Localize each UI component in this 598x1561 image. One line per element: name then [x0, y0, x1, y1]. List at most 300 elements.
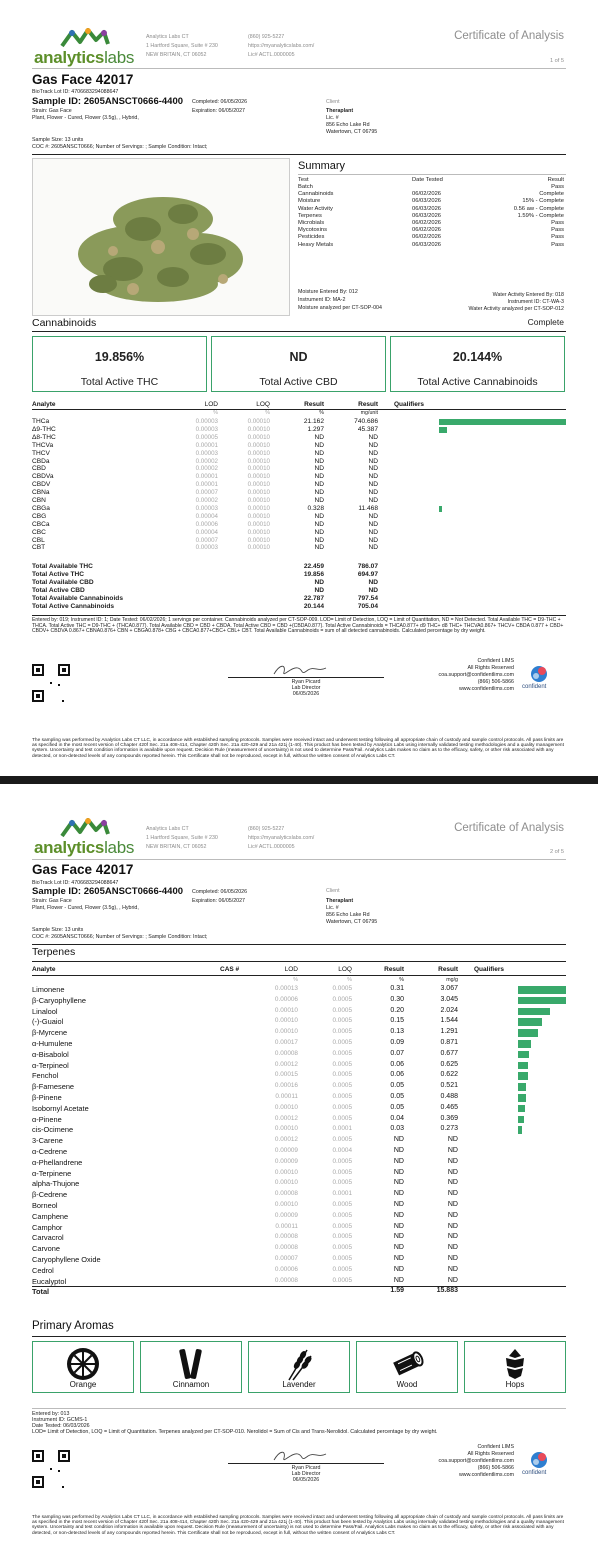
- doc-title: Certificate of Analysis: [454, 30, 564, 42]
- result-mg: 0.488: [440, 1093, 458, 1100]
- lims-phone: (866) 506-5866: [477, 679, 514, 685]
- result-pct: 0.20: [390, 1006, 404, 1014]
- summary-date: 06/02/2026: [412, 220, 442, 226]
- summary-title: Summary: [298, 160, 346, 172]
- lod-value: 0.00015: [274, 1071, 298, 1079]
- loq-value: 0.00010: [247, 497, 270, 504]
- orange-icon: [65, 1346, 101, 1382]
- lod-value: 0.00003: [195, 504, 218, 512]
- total-name: Total Active Cannabinoids: [32, 602, 115, 610]
- signer-title: Lab Director: [291, 685, 321, 691]
- summary-date: 06/03/2026: [412, 198, 442, 205]
- result-mg: ND: [368, 536, 378, 544]
- result-bar: [518, 1094, 526, 1102]
- result-mg: ND: [447, 1179, 458, 1187]
- result-bar: [439, 506, 442, 512]
- signer-name: Ryan Picard: [291, 679, 321, 685]
- signature-icon: [270, 662, 330, 678]
- aroma-orange: [32, 1341, 134, 1393]
- loq-value: 0.0004: [332, 1147, 352, 1154]
- loq-value: 0.0005: [332, 1168, 352, 1176]
- analytics-labs-logo-icon: [60, 818, 110, 838]
- client-name: Theraplant: [326, 898, 354, 904]
- result-mg: ND: [447, 1168, 458, 1176]
- brand-light: labs: [104, 48, 135, 67]
- lab-name: Analytics Labs CT: [146, 826, 189, 832]
- aromas-divider: [32, 1336, 566, 1337]
- loq-value: 0.00010: [247, 504, 270, 512]
- lod-value: 0.00010: [274, 1125, 298, 1133]
- result-pct: 0.04: [390, 1114, 404, 1122]
- terp-method-notes: LOD= Limit of Detection, LOQ = Limit of Quantitation. Terpenes analyzed per CT-SOP-010. Nerolidol = Sum of Cis and Trans-Nerolidol. Calculated percentage by dry weight.: [32, 1429, 438, 1435]
- lod-value: 0.00007: [195, 489, 218, 497]
- biotrack-id: BioTrack Lot ID: 4706683294088647: [32, 880, 119, 886]
- summary-col-date: Date Tested: [412, 177, 443, 183]
- result-pct: ND: [314, 441, 324, 449]
- total-mg: 705.04: [357, 602, 378, 610]
- result-pct: ND: [393, 1222, 404, 1230]
- result-mg: ND: [368, 441, 378, 449]
- result-mg: 0.871: [440, 1039, 458, 1046]
- analyte-name: β-Cedrene: [32, 1190, 68, 1200]
- result-mg: 3.067: [440, 985, 458, 992]
- result-mg: ND: [447, 1233, 458, 1241]
- lod-value: 0.00002: [195, 457, 218, 465]
- summary-test: Heavy Metals: [298, 241, 334, 248]
- result-pct: 0.05: [390, 1082, 404, 1090]
- result-mg: ND: [368, 528, 378, 536]
- aroma-label: Wood: [396, 1380, 418, 1389]
- lod-value: 0.00009: [274, 1157, 298, 1165]
- lod-value: 0.00011: [275, 1093, 298, 1100]
- result-bar: [518, 1126, 522, 1134]
- analyte-name: CBC: [32, 528, 46, 536]
- result-pct: ND: [393, 1255, 404, 1262]
- result-mg: ND: [447, 1190, 458, 1198]
- analytics-labs-logo-icon: [60, 28, 110, 48]
- lab-phone: (860) 925-5227: [248, 34, 285, 40]
- summary-divider: [298, 174, 566, 175]
- lod-value: 0.00010: [274, 1017, 298, 1025]
- analyte-name: THCa: [32, 418, 50, 425]
- completed-date: Completed: 06/05/2026: [192, 99, 248, 105]
- result-mg: 0.521: [440, 1082, 458, 1090]
- summary-date: 06/02/2026: [412, 227, 442, 234]
- loq-value: 0.00010: [247, 441, 270, 449]
- aroma-cinnamon: [140, 1341, 242, 1393]
- moisture-instrument: Instrument ID: MA-2: [298, 297, 346, 303]
- total-pct: 1.59: [390, 1287, 404, 1295]
- lod-value: 0.00001: [195, 481, 218, 489]
- result-pct: 0.328: [307, 504, 324, 512]
- brand-light: labs: [104, 838, 135, 857]
- sample-name: Gas Face 42017: [32, 72, 134, 87]
- client-license: Lic. #: [326, 905, 339, 911]
- unit-result-pct: %: [319, 410, 324, 416]
- cannabinoid-notes: Entered by: 019; Instrument ID: 1; Date Tested: 06/02/2026; 1 servings per container. Cannabinoids analyzed per CT-SOP-009. LOD= Limit of Detection, LOQ = Limit of Quantitation, ND = Not Detected. Total Available THC = D9-THC + THCA. Total Active THC = D9-THC + (THCA0.877). Total Available CBD = CBD + CBDA. Total Active CBD = CBD +(CBDA0.877). Total Active Cannabinoids = THCA0.877+ d9 THC+ d8 THC+ THCVA0.867+ THCV+ CBDA 0.877 + CBD+ CBDV+ CBDVA 0.867+ CBNA0.876+ CBN + CBGA0.878+ CBG + CBCA0.877+CBC+ CBL+ CBT. Total Available Cannabinoids = sum of all detected cannabinoids. Calculated percentage by dry weight.: [32, 617, 564, 635]
- lod-value: 0.00006: [195, 520, 218, 528]
- total-name: Total Active CBD: [32, 586, 85, 594]
- signer-title: Lab Director: [291, 1471, 321, 1477]
- sample-divider: [32, 944, 566, 945]
- summary-test: Pesticides: [298, 234, 325, 241]
- result-pct: ND: [314, 512, 324, 520]
- total-pct: 19.856: [303, 570, 324, 578]
- loq-value: 0.0001: [332, 1190, 352, 1198]
- signer-name: Ryan Picard: [291, 1465, 321, 1471]
- result-mg: ND: [447, 1255, 458, 1262]
- loq-value: 0.00010: [247, 473, 270, 481]
- result-mg: 0.677: [440, 1049, 458, 1057]
- total-name: Total Available Cannabinoids: [32, 594, 123, 602]
- result-pct: ND: [314, 536, 324, 544]
- box-label: Total Active Cannabinoids: [417, 376, 538, 388]
- signer-date: 06/05/2026: [292, 1477, 320, 1483]
- total-name: Total: [32, 1287, 50, 1297]
- col-result-mg: Result: [358, 401, 378, 408]
- analyte-name: β-Farnesene: [32, 1082, 75, 1092]
- biotrack-id: BioTrack Lot ID: 4706683294088647: [32, 89, 119, 95]
- analyte-name: β-Pinene: [32, 1093, 62, 1102]
- result-mg: ND: [447, 1244, 458, 1252]
- loq-value: 0.0005: [332, 1114, 352, 1122]
- loq-value: 0.0005: [332, 1233, 352, 1241]
- analyte-name: α-Pinene: [32, 1114, 62, 1124]
- lab-license: Lic# ACTL.0000005: [248, 52, 295, 58]
- total-pct: 22.459: [303, 563, 324, 570]
- lod-value: 0.00010: [274, 1028, 298, 1036]
- primary-aromas-title: Primary Aromas: [32, 1320, 114, 1332]
- analyte-name: Carvacrol: [32, 1233, 64, 1243]
- result-pct: 0.05: [390, 1093, 404, 1100]
- box-value: ND: [289, 350, 308, 364]
- qr-code-icon[interactable]: [32, 1450, 70, 1488]
- analyte-name: Caryophyllene Oxide: [32, 1255, 101, 1264]
- result-pct: ND: [314, 457, 324, 465]
- summary-test: Mycotoxins: [298, 227, 327, 234]
- result-mg: ND: [368, 489, 378, 497]
- qr-code-icon[interactable]: [32, 664, 70, 702]
- summary-test: Water Activity: [298, 205, 333, 212]
- signature-icon: [270, 1448, 330, 1464]
- loq-value: 0.00010: [247, 465, 270, 473]
- lod-value: 0.00012: [274, 1114, 298, 1122]
- result-bar: [518, 1040, 531, 1048]
- lod-value: 0.00008: [274, 1233, 298, 1241]
- analyte-name: α-Bisabolol: [32, 1049, 69, 1059]
- result-pct: 0.13: [390, 1028, 404, 1036]
- summary-result: 0.56 aw - Complete: [513, 205, 564, 212]
- loq-value: 0.0005: [332, 1157, 352, 1165]
- loq-value: 0.0005: [332, 1276, 352, 1284]
- brand-name: [34, 838, 134, 858]
- lod-value: 0.00010: [274, 1168, 298, 1176]
- lab-name: Analytics Labs CT: [146, 34, 189, 40]
- summary-result: Pass: [551, 184, 564, 190]
- result-pct: 0.05: [390, 1103, 404, 1111]
- result-mg: 1.291: [440, 1028, 458, 1036]
- result-pct: ND: [314, 544, 324, 552]
- loq-value: 0.00010: [247, 512, 270, 520]
- lims-rights: All Rights Reserved: [467, 665, 514, 671]
- summary-date: 06/03/2026: [412, 241, 442, 248]
- box-value: 20.144%: [452, 350, 503, 364]
- summary-result: 15% - Complete: [522, 198, 564, 205]
- wa-method: Water Activity analyzed per CT-SOP-012: [468, 306, 564, 312]
- result-pct: ND: [393, 1265, 404, 1273]
- table-footer-divider: [32, 615, 566, 616]
- loq-value: 0.0005: [332, 1060, 352, 1068]
- unit-lod: %: [213, 410, 218, 416]
- table-header-divider: [32, 975, 566, 976]
- brand-bold: analytics: [34, 48, 105, 67]
- moisture-entered: Moisture Entered By: 012: [298, 289, 358, 295]
- result-bar: [518, 1029, 538, 1037]
- lims-url: www.confidentlims.com: [458, 686, 514, 692]
- unit-result-mg: mg/unit: [360, 410, 378, 416]
- notes-divider: [32, 1408, 566, 1409]
- result-mg: ND: [368, 520, 378, 528]
- lod-value: 0.00013: [274, 985, 298, 992]
- analyte-name: Fenchol: [32, 1071, 59, 1081]
- loq-value: 0.0005: [332, 1179, 352, 1187]
- result-mg: ND: [447, 1157, 458, 1165]
- aroma-label: Cinnamon: [172, 1380, 210, 1389]
- total-name: Total Available THC: [32, 563, 93, 570]
- lims-email: coa.support@confidentlims.com: [438, 672, 514, 678]
- loq-value: 0.0005: [332, 1201, 352, 1208]
- result-bar: [518, 1051, 529, 1059]
- result-pct: ND: [314, 465, 324, 473]
- aroma-label: Lavender: [282, 1380, 316, 1389]
- result-pct: 0.15: [390, 1017, 404, 1025]
- client-address-2: Watertown, CT 06795: [326, 919, 378, 925]
- terp-instrument: Instrument ID: GCMS-1: [32, 1417, 88, 1423]
- result-bar: [439, 419, 566, 425]
- result-mg: 0.465: [440, 1103, 458, 1111]
- result-pct: ND: [314, 520, 324, 528]
- signer-date: 06/05/2026: [292, 691, 320, 697]
- col-result-mg: Result: [438, 966, 458, 973]
- unit-loq: %: [347, 977, 352, 983]
- lab-url[interactable]: https://myanalyticslabs.com/: [248, 43, 315, 49]
- total-name: Total Available CBD: [32, 578, 94, 586]
- client-address-2: Watertown, CT 06795: [326, 129, 378, 135]
- lod-value: 0.00008: [274, 1190, 298, 1198]
- loq-value: 0.0005: [332, 1103, 352, 1111]
- result-bar: [518, 1083, 526, 1091]
- sample-divider: [32, 154, 566, 155]
- lod-value: 0.00005: [195, 433, 218, 441]
- summary-result: Pass: [551, 220, 564, 226]
- header-divider: [32, 68, 566, 69]
- lod-value: 0.00003: [195, 425, 218, 433]
- header-divider: [32, 859, 566, 860]
- result-pct: ND: [393, 1147, 404, 1154]
- strain: Strain: Gas Face: [32, 108, 72, 114]
- total-mg: ND: [368, 586, 378, 594]
- analyte-name: α-Terpinene: [32, 1168, 72, 1178]
- result-pct: 21.162: [303, 418, 324, 425]
- col-result-pct: Result: [304, 401, 324, 408]
- loq-value: 0.0005: [332, 1136, 352, 1144]
- summary-date: 06/03/2026: [412, 205, 442, 212]
- analyte-name: Limonene: [32, 985, 65, 994]
- col-loq: LOQ: [338, 966, 352, 973]
- result-mg: 3.045: [440, 995, 458, 1003]
- lod-value: 0.00017: [274, 1039, 298, 1046]
- client-label: Client: [326, 888, 340, 894]
- lod-value: 0.00001: [195, 441, 218, 449]
- client-label: Client: [326, 99, 340, 105]
- result-mg: ND: [447, 1147, 458, 1154]
- analyte-name: alpha-Thujone: [32, 1179, 80, 1189]
- analyte-name: Isobornyl Acetate: [32, 1103, 89, 1113]
- result-pct: 0.31: [390, 985, 404, 992]
- terp-date-tested: Date Tested: 06/03/2026: [32, 1423, 90, 1429]
- summary-test: Cannabinoids: [298, 191, 334, 198]
- col-loq: LOQ: [256, 401, 270, 408]
- result-bar: [439, 427, 447, 433]
- loq-value: 0.0005: [332, 1071, 352, 1079]
- result-pct: 1.297: [307, 425, 324, 433]
- analyte-name: THCVa: [32, 441, 54, 449]
- result-mg: ND: [368, 481, 378, 489]
- brand-bold: analytics: [34, 838, 105, 857]
- lod-value: 0.00007: [195, 536, 218, 544]
- result-pct: ND: [393, 1276, 404, 1284]
- page-number: 1 of 5: [550, 58, 564, 64]
- summary-test: Moisture: [298, 198, 321, 205]
- loq-value: 0.00010: [247, 536, 270, 544]
- strain: Strain: Gas Face: [32, 898, 72, 904]
- analyte-name: CBCa: [32, 520, 50, 528]
- result-mg: 1.544: [440, 1017, 458, 1025]
- product-type: Plant, Flower - Cured, Flower (3.5g), , Hybrid,: [32, 115, 139, 121]
- cannabinoids-title: Cannabinoids: [32, 317, 97, 329]
- lod-value: 0.00001: [195, 473, 218, 481]
- lavender-icon: [281, 1346, 317, 1382]
- coa-page-2: [0, 784, 598, 1561]
- loq-value: 0.0005: [332, 1093, 352, 1100]
- terpenes-title: Terpenes: [32, 946, 76, 958]
- expiration-date: Expiration: 06/05/2027: [192, 898, 246, 904]
- loq-value: 0.0005: [332, 995, 352, 1003]
- loq-value: 0.00010: [247, 433, 270, 441]
- lod-value: 0.00010: [274, 1103, 298, 1111]
- loq-value: 0.00010: [247, 544, 270, 552]
- doc-title: Certificate of Analysis: [454, 822, 564, 834]
- sample-name: Gas Face 42017: [32, 862, 134, 877]
- loq-value: 0.0005: [332, 985, 352, 992]
- unit-result-pct: %: [399, 977, 404, 983]
- lims-email: coa.support@confidentlims.com: [438, 1458, 514, 1464]
- result-mg: 2.024: [440, 1006, 458, 1014]
- result-pct: ND: [314, 481, 324, 489]
- client-license: Lic. #: [326, 115, 339, 121]
- result-mg: ND: [447, 1201, 458, 1208]
- total-active-thc-box: [32, 336, 207, 392]
- result-pct: 0.06: [390, 1071, 404, 1079]
- result-mg: 740.686: [354, 418, 378, 425]
- result-bar: [518, 1062, 528, 1070]
- lod-value: 0.00004: [195, 512, 218, 520]
- wa-instrument: Instrument ID: CT-WA-3: [507, 299, 564, 305]
- result-mg: 45.387: [357, 425, 378, 433]
- summary-result: Pass: [551, 227, 564, 234]
- total-mg: 786.07: [357, 563, 378, 570]
- analyte-name: CBDV: [32, 481, 51, 489]
- result-pct: ND: [314, 489, 324, 497]
- analyte-name: Carvone: [32, 1244, 60, 1254]
- summary-result: 1.59% - Complete: [517, 212, 564, 219]
- loq-value: 0.0005: [332, 1265, 352, 1273]
- lod-value: 0.00008: [274, 1276, 298, 1284]
- analyte-name: Eucalyptol: [32, 1276, 67, 1286]
- signature-line: [228, 1463, 384, 1464]
- result-pct: ND: [393, 1244, 404, 1252]
- lod-value: 0.00012: [274, 1060, 298, 1068]
- box-label: Total Active CBD: [259, 376, 338, 388]
- result-pct: 0.09: [390, 1039, 404, 1046]
- sample-size: Sample Size: 13 units: [32, 927, 84, 933]
- cinnamon-icon: [173, 1346, 209, 1382]
- result-pct: 0.06: [390, 1060, 404, 1068]
- total-pct: 20.144: [303, 602, 324, 610]
- expiration-date: Expiration: 06/05/2027: [192, 108, 246, 114]
- analyte-name: Camphene: [32, 1211, 69, 1221]
- wa-entered: Water Activity Entered By: 018: [492, 292, 564, 298]
- lab-url[interactable]: https://myanalyticslabs.com/: [248, 835, 315, 841]
- summary-test: Terpenes: [298, 212, 322, 219]
- loq-value: 0.0005: [332, 1017, 352, 1025]
- terpenes-divider: [32, 961, 566, 962]
- lod-value: 0.00003: [195, 544, 218, 552]
- analyte-name: Borneol: [32, 1201, 58, 1210]
- col-result-pct: Result: [384, 966, 404, 973]
- result-mg: ND: [368, 449, 378, 457]
- result-bar: [518, 986, 566, 994]
- result-pct: ND: [314, 528, 324, 536]
- analyte-name: Δ9-THC: [32, 425, 56, 433]
- summary-test: Batch: [298, 184, 313, 190]
- cannabis-flower-image-icon: [33, 159, 289, 315]
- result-bar: [518, 997, 566, 1005]
- total-mg: 797.54: [357, 594, 378, 602]
- analyte-name: 3-Carene: [32, 1136, 63, 1146]
- result-mg: ND: [368, 512, 378, 520]
- result-pct: ND: [393, 1168, 404, 1176]
- lod-value: 0.00009: [274, 1211, 298, 1219]
- total-mg: 694.97: [357, 570, 378, 578]
- analyte-name: CBNa: [32, 489, 50, 497]
- loq-value: 0.0005: [332, 1049, 352, 1057]
- lod-value: 0.00002: [195, 465, 218, 473]
- summary-result: Complete: [539, 191, 564, 198]
- loq-value: 0.0005: [332, 1039, 352, 1046]
- box-label: Total Active THC: [80, 376, 159, 388]
- result-pct: ND: [314, 449, 324, 457]
- lab-license: Lic# ACTL.0000005: [248, 844, 295, 850]
- summary-result: Pass: [551, 234, 564, 241]
- page-number: 2 of 5: [550, 849, 564, 855]
- disclaimer: The sampling was performed by Analytics Labs CT LLC, in accordance with established sampling protocols. Samples were received intact and underwent testing following all appropriate chain of custody and sample control protocols. All pass limits are as specified in the most recent version of Chapter 420f Sec. 21a 408-414, Chapter 420h Sec. 21a 420-429 and 21a 421j (1-40). This product has been tested by Analytics Labs using internally validated testing methodologies and a quality management system. Uncertainty and test condition information is available upon request. Decision Rule (measurement of uncertainty) is not used to determine Pass/Fail. Analytics Labs makes no claim as to the efficacy, safety, or other risk associated with any detected, or non-detected levels of any compounds reported herein. This Certificate shall not be reproduced, except in full, without the written consent of Analytics Labs CT.: [32, 738, 564, 759]
- result-mg: ND: [447, 1265, 458, 1273]
- analyte-name: α-Terpineol: [32, 1060, 69, 1070]
- analyte-name: α-Phellandrene: [32, 1157, 83, 1167]
- result-bar: [518, 1105, 525, 1113]
- analyte-name: Cedrol: [32, 1265, 54, 1275]
